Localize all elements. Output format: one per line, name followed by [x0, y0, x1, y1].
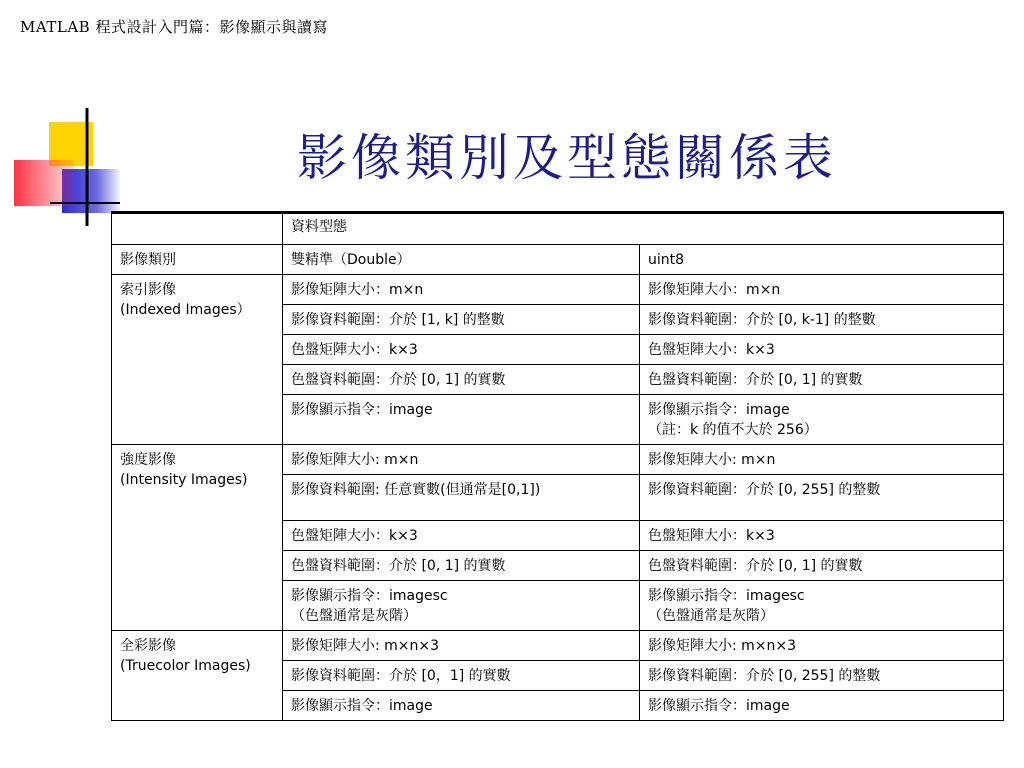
table-cell: 色盤矩陣大小：k×3: [640, 335, 1004, 365]
table-cell: 影像矩陣大小: m×n×3: [283, 631, 640, 661]
indexed-images-label: [112, 275, 283, 445]
table-row: [112, 275, 1004, 305]
table-cell: 影像資料範圍：介於 [1, k] 的整數: [283, 305, 640, 335]
table-cell: 色盤矩陣大小：k×3: [640, 521, 1004, 551]
table-cell: 影像資料範圍：介於 [0, k-1] 的整數: [640, 305, 1004, 335]
table-cell: 色盤資料範圍：介於 [0, 1] 的實數: [283, 551, 640, 581]
cell-line: 影像顯示指令：imagesc: [648, 588, 805, 604]
image-class-header: 影像類別: [112, 245, 283, 275]
table-cell: 影像顯示指令：image: [283, 691, 640, 721]
table-cell: 色盤矩陣大小：k×3: [283, 521, 640, 551]
table-cell: 色盤資料範圍：介於 [0, 1] 的實數: [640, 365, 1004, 395]
table-cell: 影像矩陣大小：m×n: [640, 275, 1004, 305]
data-type-header: 資料型態: [283, 212, 1004, 245]
table-cell: 影像顯示指令：image: [640, 691, 1004, 721]
slide-title: 影像類別及型態關係表: [297, 129, 837, 187]
table-row: [112, 445, 1004, 475]
group-name: 索引影像: [120, 282, 176, 298]
slide-header: MATLAB 程式設計入門篇：影像顯示與讀寫: [20, 18, 328, 36]
cell-note: （色盤通常是灰階）: [291, 608, 417, 624]
table-cell: 影像矩陣大小: m×n×3: [640, 631, 1004, 661]
table-subheader-row: [112, 245, 1004, 275]
table-cell: 色盤矩陣大小：k×3: [283, 335, 640, 365]
table-cell: [640, 581, 1004, 631]
table-top-rule: [111, 211, 1003, 214]
group-name: 全彩影像: [120, 638, 176, 654]
table-row: [112, 631, 1004, 661]
table-cell: 影像資料範圍：介於 [0, 255] 的整數: [640, 475, 1004, 521]
cell-line: 影像顯示指令：image: [648, 402, 790, 418]
table-cell: 色盤資料範圍：介於 [0, 1] 的實數: [640, 551, 1004, 581]
table-cell: 影像資料範圍：介於 [0，1] 的實數: [283, 661, 640, 691]
cell-note: （色盤通常是灰階）: [648, 608, 774, 624]
group-name-en: (Indexed Images）: [120, 302, 251, 318]
image-type-table: [111, 211, 1003, 721]
table-cell: 影像資料範圍：介於 [0, 255] 的整數: [640, 661, 1004, 691]
table-header-row: [112, 212, 1004, 245]
table-cell: 影像顯示指令：image: [283, 395, 640, 445]
group-name-en: (Truecolor Images): [120, 658, 251, 674]
cell-note: （註：k 的值不大於 256）: [648, 422, 818, 438]
group-name-en: (Intensity Images): [120, 472, 248, 488]
table-cell: 影像矩陣大小: m×n: [640, 445, 1004, 475]
table-cell: 影像資料範圍: 任意實數(但通常是[0,1]): [283, 475, 640, 521]
table-cell: [283, 581, 640, 631]
uint8-column-header: uint8: [640, 245, 1004, 275]
double-column-header: 雙精準（Double）: [283, 245, 640, 275]
empty-corner-cell: [112, 212, 283, 245]
table-cell: 色盤資料範圍：介於 [0, 1] 的實數: [283, 365, 640, 395]
table-cell: 影像矩陣大小：m×n: [283, 275, 640, 305]
intensity-images-label: [112, 445, 283, 631]
group-name: 強度影像: [120, 452, 176, 468]
cell-line: 影像顯示指令：imagesc: [291, 588, 448, 604]
truecolor-images-label: [112, 631, 283, 721]
table-cell: 影像矩陣大小: m×n: [283, 445, 640, 475]
table-cell: [640, 395, 1004, 445]
